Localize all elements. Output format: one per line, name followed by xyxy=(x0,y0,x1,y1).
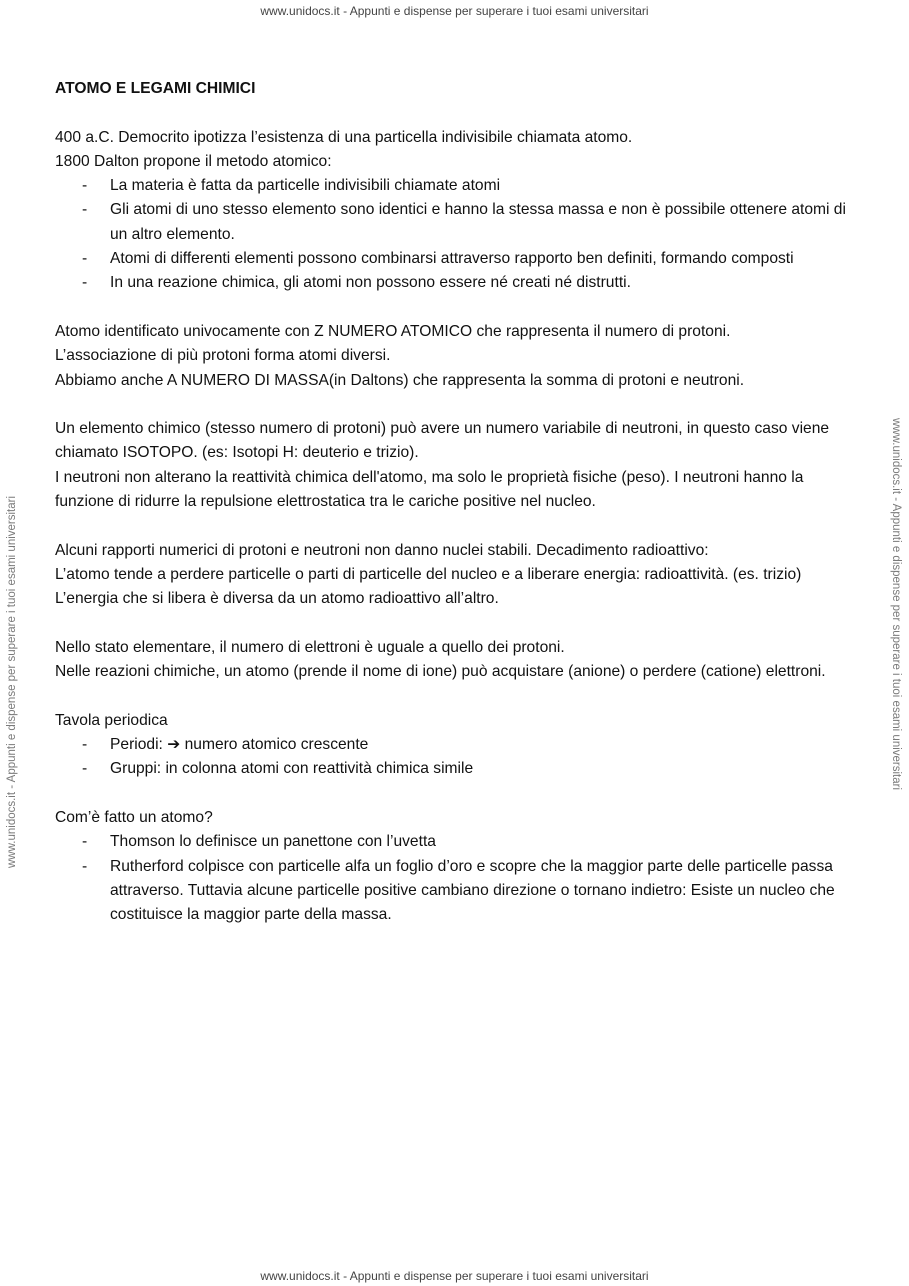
list-item: - Gruppi: in colonna atomi con reattività chimica simile xyxy=(55,757,865,781)
document-title: ATOMO E LEGAMI CHIMICI xyxy=(55,80,256,97)
paragraph-neutroni: I neutroni non alterano la reattività chimica dell'atomo, ma solo le proprietà fisiche (peso). I neutroni hanno la funzione di ridurre la repulsione elettrostatica tra le cariche positive nel nucleo. xyxy=(55,468,804,511)
spacer xyxy=(55,684,865,708)
spacer xyxy=(55,296,865,320)
list-item: - Gli atomi di uno stesso elemento sono identici e hanno la stessa massa e non è possibile ottenere atomi di un altro elemento. xyxy=(55,198,865,247)
paragraph-dalton: 1800 Dalton propone il metodo atomico: xyxy=(55,152,332,170)
paragraph-associazione: L’associazione di più protoni forma atomi diversi. xyxy=(55,347,391,365)
heading-tavola-periodica: Tavola periodica xyxy=(55,711,168,729)
list-item: - Atomi di differenti elementi possono combinarsi attraverso rapporto ben definiti, formando composti xyxy=(55,247,865,271)
paragraph-isotopo: Un elemento chimico (stesso numero di protoni) può avere un numero variabile di neutroni, in questo caso viene chiamato ISOTOPO. (es: Isotopi H: deuterio e trizio). xyxy=(55,420,830,462)
heading-atomo: Com’è fatto un atomo? xyxy=(55,808,213,826)
paragraph-radioattivita: L’atomo tende a perdere particelle o parti di particelle del nucleo e a liberare energia: radioattività. (es. trizio) xyxy=(55,565,802,583)
spacer xyxy=(55,393,865,417)
document-body xyxy=(55,77,865,927)
spacer xyxy=(55,782,865,806)
list-item: - La materia è fatta da particelle indivisibili chiamate atomi xyxy=(55,174,865,198)
list-item: - Periodi: ➔ numero atomico crescente xyxy=(55,733,865,757)
dalton-list xyxy=(55,174,865,295)
watermark-side-right: www.unidocs.it - Appunti e dispense per superare i tuoi esami universitari xyxy=(890,418,902,791)
atomo-list xyxy=(55,830,865,927)
paragraph-numero-massa: Abbiamo anche A NUMERO DI MASSA(in Daltons) che rappresenta la somma di protoni e neutroni. xyxy=(55,371,745,389)
watermark-header: www.unidocs.it - Appunti e dispense per superare i tuoi esami universitari xyxy=(260,4,649,18)
paragraph-energia: L’energia che si libera è diversa da un atomo radioattivo all’altro. xyxy=(55,590,499,608)
list-item: - Thomson lo definisce un panettone con l’uvetta xyxy=(55,830,865,854)
list-item: - In una reazione chimica, gli atomi non possono essere né creati né distrutti. xyxy=(55,271,865,295)
paragraph-numero-atomico: Atomo identificato univocamente con Z NUMERO ATOMICO che rappresenta il numero di protoni. xyxy=(55,322,731,340)
watermark-footer: www.unidocs.it - Appunti e dispense per superare i tuoi esami universitari xyxy=(260,1269,649,1283)
paragraph-ione: Nelle reazioni chimiche, un atomo (prende il nome di ione) può acquistare (anione) o perdere (catione) elettroni. xyxy=(55,663,826,681)
tavola-list xyxy=(55,733,865,782)
paragraph-decadimento: Alcuni rapporti numerici di protoni e neutroni non danno nuclei stabili. Decadimento radioattivo: xyxy=(55,541,709,559)
spacer xyxy=(55,514,865,538)
spacer xyxy=(55,612,865,636)
paragraph-elettroni: Nello stato elementare, il numero di elettroni è uguale a quello dei protoni. xyxy=(55,638,565,656)
watermark-side-left: www.unidocs.it - Appunti e dispense per superare i tuoi esami universitari xyxy=(6,495,18,868)
paragraph-democrito: 400 a.C. Democrito ipotizza l’esistenza di una particella indivisibile chiamata atomo. xyxy=(55,128,633,146)
list-item: - Rutherford colpisce con particelle alfa un foglio d’oro e scopre che la maggior parte delle particelle passa attraverso. Tuttavia alcune particelle positive cambiano direzione o tornano indietro: Esiste un nucleo che costituisce la maggior parte della massa. xyxy=(55,855,865,928)
